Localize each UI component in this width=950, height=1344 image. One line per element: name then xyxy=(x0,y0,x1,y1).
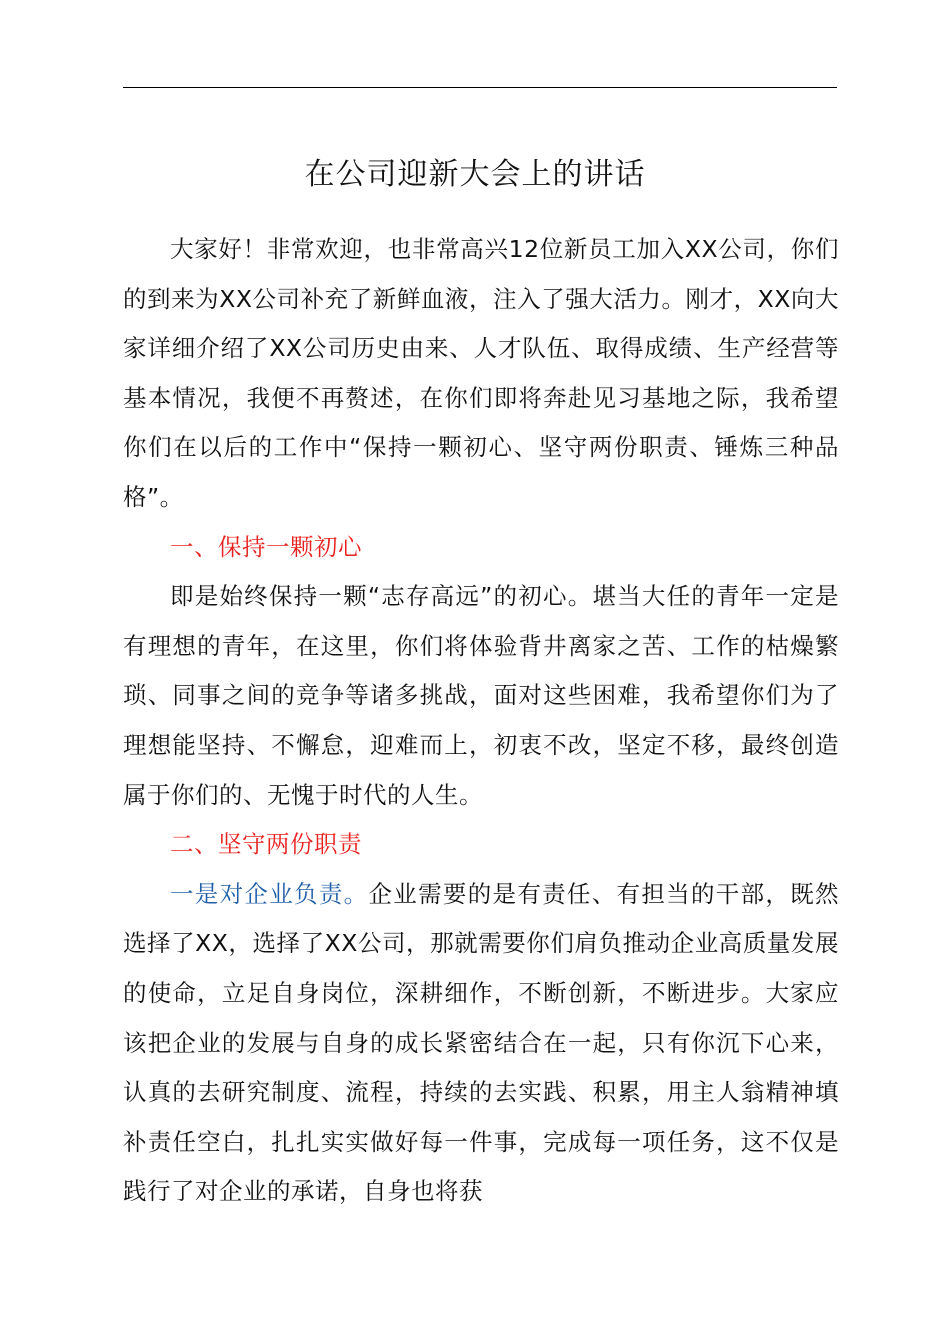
section-2-body: 企业需要的是有责任、有担当的干部，既然选择了XX，选择了XX公司，那就需要你们肩负推动企业高质量发展的使命，立足自身岗位，深耕细作，不断创新，不断进步。大家应该把企业的发展与自身的成长紧密结合在一起，只有你沉下心来，认真的去研究制度、流程，持续的去实践、积累，用主人翁精神填补责任空白，扎扎实实做好每一件事，完成每一项任务，这不仅是践行了对企业的承诺，自身也将获 xyxy=(123,879,840,1206)
section-1-paragraph: 即是始终保持一颗“志存高远”的初心。堪当大任的青年一定是有理想的青年，在这里，你们将体验背井离家之苦、工作的枯燥繁琐、同事之间的竞争等诸多挑战，面对这些困难，我希望你们为了理想能坚持、不懈怠，迎难而上，初衷不改，坚定不移，最终创造属于你们的、无愧于时代的人生。 xyxy=(123,582,839,809)
section-2-paragraph xyxy=(123,870,839,1217)
section-2-heading: 二、坚守两份职责 xyxy=(170,830,362,859)
document-body xyxy=(123,225,839,1217)
header-rule xyxy=(123,87,837,88)
section-1-heading: 一、保持一颗初心 xyxy=(170,532,362,561)
section-2-lead: 一是对企业负责。 xyxy=(170,879,369,908)
document-title: 在公司迎新大会上的讲话 xyxy=(304,157,646,192)
intro-paragraph: 大家好！非常欢迎，也非常高兴12位新员工加入XX公司，你们的到来为XX公司补充了新鲜血液，注入了强大活力。刚才，XX向大家详细介绍了XX公司历史由来、人才队伍、取得成绩、生产经营等基本情况，我便不再赘述，在你们即将奔赴见习基地之际，我希望你们在以后的工作中“保持一颗初心、坚守两份职责、锤炼三种品格”。 xyxy=(123,235,839,511)
